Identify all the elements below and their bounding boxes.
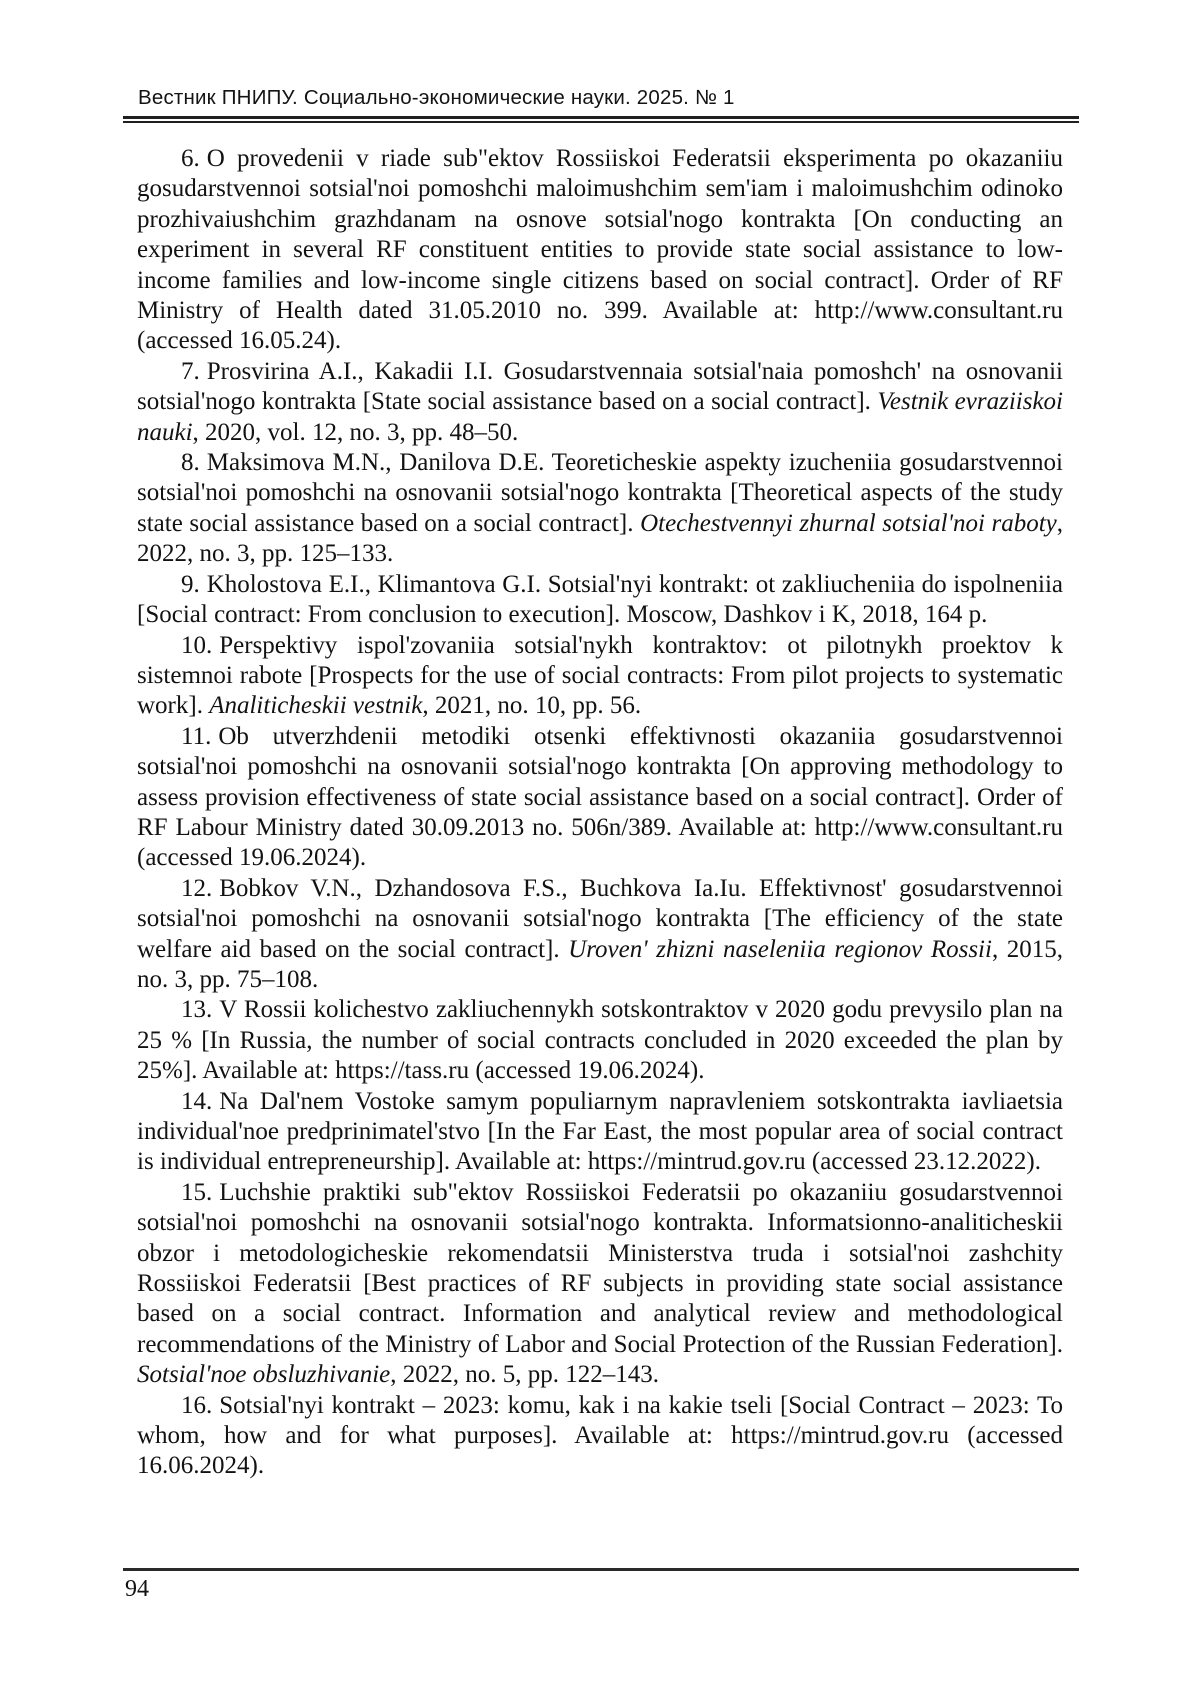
journal-header-text: Вестник ПНИПУ. Социально-экономические науки. 2025. № 1	[138, 86, 735, 109]
reference-item	[137, 631, 1063, 722]
reference-text: Maksimova M.N., Danilova D.E. Teoreticheskie aspekty izucheniia gosudarstvennoi sotsial'noi pomoshchi na osnovanii sotsial'nogo kontrakta [Theoretical aspects of the study state social assistance based on a social contract].	[137, 449, 1063, 537]
reference-text: Sotsial'nyi kontrakt – 2023: komu, kak i na kakie tseli [Social Contract – 2023: To whom, how and for what purposes]. Available at: https://mintrud.gov.ru (accessed 16.06.2024).	[137, 1391, 1063, 1480]
reference-item	[137, 570, 1063, 631]
reference-number: 10.	[181, 631, 213, 659]
reference-text: , 2021, no. 10, pp. 56.	[422, 692, 642, 720]
reference-number: 12.	[181, 874, 213, 902]
reference-item	[137, 1391, 1063, 1482]
reference-number: 15.	[181, 1178, 213, 1206]
reference-item	[137, 448, 1063, 570]
reference-text: Bobkov V.N., Dzhandosova F.S., Buchkova Ia.Iu. Effektivnost' gosudarstvennoi sotsial'noi pomoshchi na osnovanii sotsial'nogo kontrakta [The efficiency of the state welfare aid based on the social contract].	[137, 874, 1063, 963]
running-header	[0, 0, 1200, 123]
reference-text: V Rossii kolichestvo zakliuchennykh sotskontraktov v 2020 godu prevysilo plan na 25 % [In Russia, the number of social contracts concluded in 2020 exceeded the plan by 25%]. Available at: https://tass.ru (accessed 19.06.2024).	[137, 996, 1063, 1085]
journal-title-italic: Analiticheskii vestnik	[209, 692, 423, 720]
reference-item	[137, 357, 1063, 448]
reference-text: Kholostova E.I., Klimantova G.I. Sotsial'nyi kontrakt: ot zakliucheniia do ispolneniia [Social contract: From conclusion to execution]. Moscow, Dashkov i K, 2018, 164 p.	[137, 570, 1063, 629]
header-double-rule	[123, 116, 1079, 123]
reference-text: Prosvirina A.I., Kakadii I.I. Gosudarstvennaia sotsial'naia pomoshch' na osnovanii sotsial'nogo kontrakta [State social assistance based on a social contract].	[137, 357, 1063, 416]
reference-item	[137, 1087, 1063, 1178]
reference-number: 11.	[181, 722, 212, 750]
reference-item	[137, 1178, 1063, 1391]
reference-item	[137, 144, 1063, 357]
reference-text: Perspektivy ispol'zovaniia sotsial'nykh kontraktov: ot pilotnykh proektov k sistemnoi rabote [Prospects for the use of social contracts: From pilot projects to systematic work].	[137, 631, 1063, 720]
reference-number: 7.	[181, 357, 200, 385]
reference-number: 14.	[181, 1087, 213, 1115]
reference-item	[137, 995, 1063, 1086]
journal-title-italic: Otechestvennyi zhurnal sotsial'noi raboty	[640, 509, 1057, 537]
reference-text: Ob utverzhdenii metodiki otsenki effektivnosti okazaniia gosudarstvennoi sotsial'noi pomoshchi na osnovanii sotsial'nogo kontrakta [On approving methodology to assess provision effectiveness of state social assistance based on a social contract]. Order of RF Labour Ministry dated 30.09.2013 no. 506n/389. Available at: http://www.consultant.ru (accessed 19.06.2024).	[137, 722, 1063, 872]
reference-text: , 2022, no. 3, pp. 125–133.	[137, 509, 1063, 568]
reference-item	[137, 874, 1063, 996]
page-number: 94	[125, 1576, 149, 1602]
journal-title-italic: Vestnik evraziiskoi nauki	[137, 388, 1063, 446]
references-list	[137, 144, 1063, 1482]
reference-text: , 2020, vol. 12, no. 3, pp. 48–50.	[192, 418, 519, 446]
reference-number: 6.	[181, 145, 200, 172]
reference-number: 16.	[181, 1391, 213, 1419]
reference-item	[137, 722, 1063, 874]
reference-number: 9.	[181, 570, 200, 598]
journal-title-italic: Sotsial'noe obsluzhivanie	[137, 1361, 391, 1389]
page-footer	[123, 1568, 1079, 1603]
reference-text: Luchshie praktiki sub"ektov Rossiiskoi Federatsii po okazaniiu gosudarstvennoi sotsial'noi pomoshchi na osnovanii sotsial'nogo kontrakta. Informatsionno-analiticheskii obzor i metodologicheskie rekomendatsii Ministerstva truda i sotsial'noi zashchity Rossiiskoi Federatsii [Best practices of RF subjects in providing state social assistance based on a social contract. Information and analytical review and methodological recommendations of the Ministry of Labor and Social Protection of the Russian Federation].	[137, 1178, 1063, 1358]
reference-number: 8.	[181, 449, 200, 477]
journal-title-italic: Uroven' zhizni naseleniia regionov Rossii	[568, 935, 992, 963]
reference-text: O provedenii v riade sub"ektov Rossiiskoi Federatsii eksperimenta po okazaniiu gosudarstvennoi sotsial'noi pomoshchi maloimushchim sem'iam i maloimushchim odinoko prozhivaiushchim grazhdanam na osnove sotsial'nogo kontrakta [On conducting an experiment in several RF constituent entities to provide state social assistance to low-income families and low-income single citizens based on social contract]. Order of RF Ministry of Health dated 31.05.2010 no. 399. Available at: http://www.consultant.ru (accessed 16.05.24).	[137, 145, 1063, 355]
footer-rule	[123, 1568, 1079, 1571]
reference-text: , 2022, no. 5, pp. 122–143.	[390, 1361, 659, 1389]
reference-text: Na Dal'nem Vostoke samym populiarnym napravleniem sotskontrakta iavliaetsia individual'noe predprinimatel'stvo [In the Far East, the most popular area of social contract is individual entrepreneurship]. Available at: https://mintrud.gov.ru (accessed 23.12.2022).	[137, 1087, 1063, 1176]
reference-number: 13.	[181, 996, 213, 1024]
reference-text: , 2015, no. 3, pp. 75–108.	[137, 935, 1064, 993]
